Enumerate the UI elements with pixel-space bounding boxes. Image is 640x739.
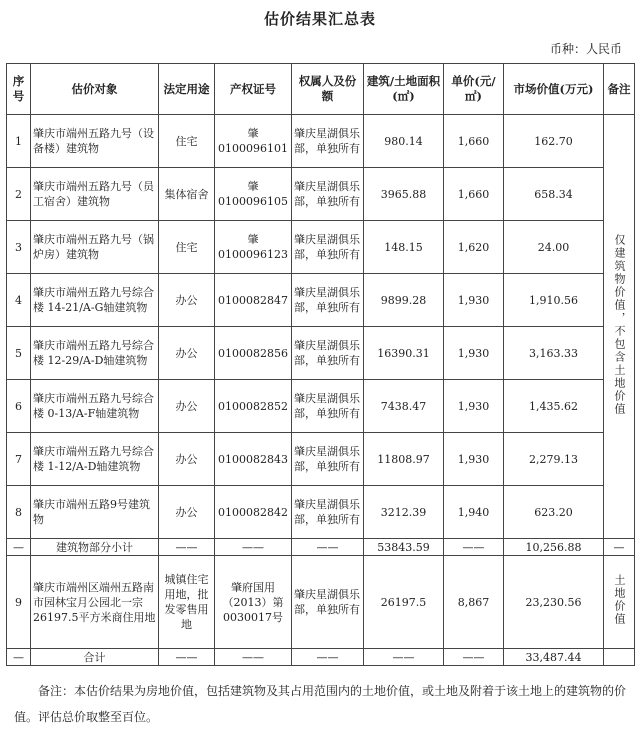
cell-owner: 肇庆星湖俱乐部，单独所有 [292,433,364,486]
table-row [7,380,635,433]
header-area: 建筑/土地面积(㎡) [364,64,444,115]
cell-area: 11808.97 [364,433,444,486]
cell-area: 980.14 [364,115,444,168]
cell-value: 10,256.88 [504,539,604,556]
total-label: 合计 [31,649,159,666]
table-row [7,274,635,327]
cell-no: 7 [7,433,31,486]
cell-no: 8 [7,486,31,539]
cell-no: 5 [7,327,31,380]
cell-use: 办公 [159,327,215,380]
cell-owner: —— [292,649,364,666]
page-title: 估价结果汇总表 [263,10,376,28]
cell-owner: 肇庆星湖俱乐部，单独所有 [292,274,364,327]
cell-owner: 肇庆星湖俱乐部，单独所有 [292,327,364,380]
table-row [7,556,635,649]
table-header-row [7,64,635,115]
cell-owner: 肇庆星湖俱乐部，单独所有 [292,380,364,433]
cell-value: 1,910.56 [504,274,604,327]
header-use: 法定用途 [159,64,215,115]
cell-cert: —— [215,649,292,666]
cell-price: 1,930 [444,327,504,380]
cell-price: 1,930 [444,380,504,433]
cell-value: 162.70 [504,115,604,168]
cell-use: 办公 [159,274,215,327]
cell-price: 1,620 [444,221,504,274]
cell-cert: 0100082847 [215,274,292,327]
header-cert: 产权证号 [215,64,292,115]
cell-area: 16390.31 [364,327,444,380]
cell-use: 城镇住宅用地，批发零售用地 [159,556,215,649]
cell-remark: — [604,539,635,556]
cell-value: 623.20 [504,486,604,539]
cell-value: 658.34 [504,168,604,221]
cell-value: 2,279.13 [504,433,604,486]
table-row [7,486,635,539]
cell-area: 53843.59 [364,539,444,556]
header-value: 市场价值(万元) [504,64,604,115]
cell-object: 肇庆市端州区端州五路南市园林宝月公园北一宗 26197.5平方米商住用地 [31,556,159,649]
cell-area: 7438.47 [364,380,444,433]
cell-use: 集体宿舍 [159,168,215,221]
footnote: 备注：本估价结果为房地价值，包括建筑物及其占用范围内的土地价值，或土地及附着于该土地上的建筑物的价值。评估总价取整至百位。 [14,684,627,724]
remark-text: 仅建筑物价值，不包含土地价值 [613,233,626,416]
cell-cert: 肇府国用（2013）第0030017号 [215,556,292,649]
cell-owner: 肇庆星湖俱乐部，单独所有 [292,556,364,649]
cell-object: 肇庆市端州五路九号综合楼 12-29/A-D轴建筑物 [31,327,159,380]
cell-area: 3965.88 [364,168,444,221]
cell-no: 4 [7,274,31,327]
cell-no: 2 [7,168,31,221]
cell-owner: 肇庆星湖俱乐部，单独所有 [292,486,364,539]
header-owner: 权属人及份额 [292,64,364,115]
cell-area: 26197.5 [364,556,444,649]
cell-value: 3,163.33 [504,327,604,380]
table-row [7,115,635,168]
cell-use: 住宅 [159,115,215,168]
remark-text: 土地价值 [613,574,626,626]
cell-value: 24.00 [504,221,604,274]
table-row [7,221,635,274]
table-row [7,327,635,380]
cell-cert: 肇 0100096105 [215,168,292,221]
table-row [7,433,635,486]
cell-no: 6 [7,380,31,433]
cell-cert: 肇 0100096101 [215,115,292,168]
total-row [7,649,635,666]
cell-object: 肇庆市端州五路九号（锅炉房）建筑物 [31,221,159,274]
header-price: 单价(元/㎡) [444,64,504,115]
header-object: 估价对象 [31,64,159,115]
cell-value: 33,487.44 [504,649,604,666]
header-no: 序号 [7,64,31,115]
cell-use: 住宅 [159,221,215,274]
cell-value: 23,230.56 [504,556,604,649]
cell-area: 3212.39 [364,486,444,539]
cell-owner: 肇庆星湖俱乐部，单独所有 [292,168,364,221]
cell-price: 8,867 [444,556,504,649]
currency-label: 币种：人民币 [549,42,622,56]
cell-no: — [7,539,31,556]
cell-use: 办公 [159,433,215,486]
cell-object: 肇庆市端州五路九号综合楼 1-12/A-D轴建筑物 [31,433,159,486]
subtotal-label: 建筑物部分小计 [31,539,159,556]
cell-no: 3 [7,221,31,274]
header-remark: 备注 [604,64,635,115]
cell-cert: 0100082842 [215,486,292,539]
subtotal-row [7,539,635,556]
cell-remark-land [604,556,635,649]
cell-no: 9 [7,556,31,649]
cell-object: 肇庆市端州五路九号综合楼 0-13/A-F轴建筑物 [31,380,159,433]
cell-cert: 肇 0100096123 [215,221,292,274]
cell-use: —— [159,539,215,556]
cell-area: 9899.28 [364,274,444,327]
cell-price: 1,930 [444,274,504,327]
table-row [7,168,635,221]
cell-remark-buildings [604,115,635,539]
cell-no: — [7,649,31,666]
cell-use: 办公 [159,380,215,433]
cell-owner: —— [292,539,364,556]
cell-owner: 肇庆星湖俱乐部，单独所有 [292,221,364,274]
cell-value: 1,435.62 [504,380,604,433]
cell-object: 肇庆市端州五路9号建筑物 [31,486,159,539]
cell-price: —— [444,539,504,556]
cell-price: —— [444,649,504,666]
cell-owner: 肇庆星湖俱乐部，单独所有 [292,115,364,168]
cell-cert: 0100082856 [215,327,292,380]
cell-price: 1,660 [444,168,504,221]
cell-price: 1,930 [444,433,504,486]
cell-cert: 0100082852 [215,380,292,433]
cell-remark [604,649,635,666]
cell-use: —— [159,649,215,666]
valuation-summary-table [6,63,635,666]
cell-object: 肇庆市端州五路九号（员工宿舍）建筑物 [31,168,159,221]
cell-use: 办公 [159,486,215,539]
cell-cert: —— [215,539,292,556]
cell-price: 1,940 [444,486,504,539]
cell-no: 1 [7,115,31,168]
cell-price: 1,660 [444,115,504,168]
cell-object: 肇庆市端州五路九号综合楼 14-21/A-G轴建筑物 [31,274,159,327]
cell-object: 肇庆市端州五路九号（设备楼）建筑物 [31,115,159,168]
cell-area: —— [364,649,444,666]
cell-area: 148.15 [364,221,444,274]
cell-cert: 0100082843 [215,433,292,486]
